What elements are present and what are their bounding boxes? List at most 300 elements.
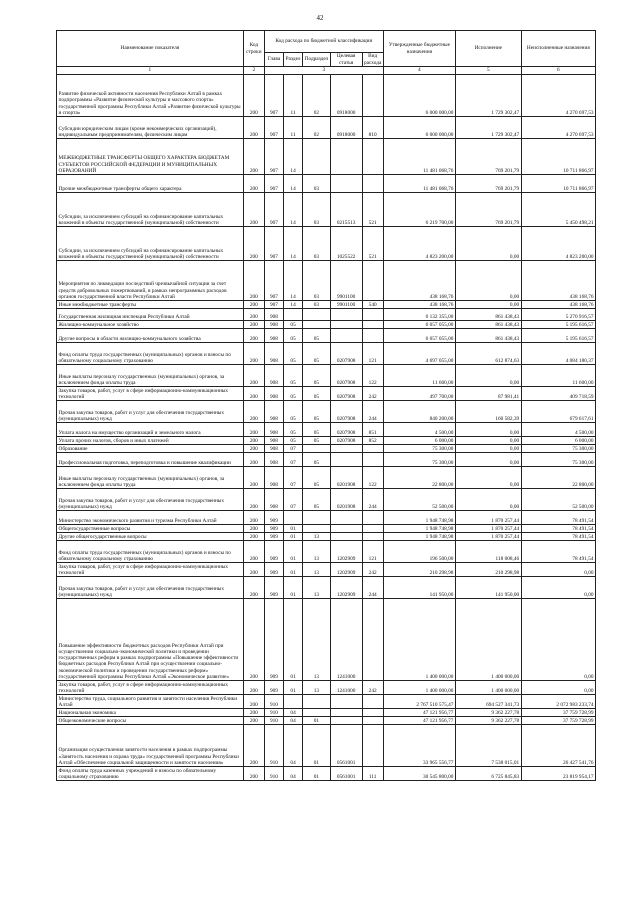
row-executed: 769 201,79 <box>455 139 521 175</box>
row-unexecuted: 78 491,54 <box>521 525 595 533</box>
table-row <box>57 75 596 117</box>
row-unexecuted: 5 450 498,21 <box>521 193 595 227</box>
row-vid <box>362 709 383 717</box>
row-razdel <box>284 511 303 525</box>
row-executed: 0,00 <box>455 261 521 301</box>
row-vid <box>362 329 383 343</box>
row-podrazdel <box>303 321 331 329</box>
budget-execution-table <box>56 30 596 781</box>
row-vid <box>362 321 383 329</box>
table-row <box>57 577 596 599</box>
row-target: 0207908 <box>330 423 362 437</box>
row-name: Фонд оплаты труда государственных (муниципальных) органов и взносы по обязательному социальному страхованию <box>57 343 244 365</box>
table-row <box>57 437 596 445</box>
row-target <box>330 511 362 525</box>
row-approved: 4 500,00 <box>383 423 455 437</box>
table-row <box>57 709 596 717</box>
row-vid <box>362 453 383 467</box>
row-approved: 11 600,00 <box>383 365 455 387</box>
row-approved: 33 965 556,77 <box>383 725 455 767</box>
row-line-code: 200 <box>243 261 264 301</box>
page-number: 42 <box>316 14 324 22</box>
row-glava: 907 <box>264 117 283 139</box>
row-vid: 521 <box>362 227 383 261</box>
row-name: Прочая закупка товаров, работ и услуг для обеспечения государственных (муниципальных) нужд <box>57 577 244 599</box>
row-name: Развитие физической активности населения Республики Алтай в рамках подпрограммы «Развитие физической культуры и массового спорта» государственной программы Республики Алтай «Развитие физической культуры и спорта» <box>57 75 244 117</box>
row-razdel: 07 <box>284 445 303 453</box>
row-approved: 210 298,98 <box>383 563 455 577</box>
row-unexecuted: 409 718,59 <box>521 387 595 401</box>
row-vid: 540 <box>362 301 383 309</box>
row-target: 0207908 <box>330 343 362 365</box>
row-vid <box>362 75 383 117</box>
row-executed: 0,00 <box>455 365 521 387</box>
row-vid <box>362 445 383 453</box>
row-line-code: 200 <box>243 577 264 599</box>
table-row <box>57 533 596 541</box>
row-target: 0918000 <box>330 75 362 117</box>
row-line-code: 200 <box>243 709 264 717</box>
row-vid: 851 <box>362 423 383 437</box>
row-unexecuted: 0,00 <box>521 599 595 681</box>
row-line-code: 200 <box>243 563 264 577</box>
row-vid <box>362 599 383 681</box>
row-approved: 1 948 748,98 <box>383 533 455 541</box>
row-unexecuted: 37 759 728,99 <box>521 709 595 717</box>
row-name: Фонд оплаты труда казенных учреждений и взносы по обязательному социальному страхованию <box>57 767 244 781</box>
row-podrazdel: 05 <box>303 365 331 387</box>
row-vid: 242 <box>362 563 383 577</box>
table-row <box>57 767 596 781</box>
row-target <box>330 695 362 709</box>
row-approved: 141 950,00 <box>383 577 455 599</box>
row-vid <box>362 717 383 725</box>
row-line-code: 200 <box>243 695 264 709</box>
row-target <box>330 525 362 533</box>
row-target: 1241000 <box>330 681 362 695</box>
table-row <box>57 717 596 725</box>
row-target: 0918000 <box>330 117 362 139</box>
row-approved: 438 168,76 <box>383 261 455 301</box>
row-vid: 121 <box>362 343 383 365</box>
row-executed: 0,00 <box>455 423 521 437</box>
row-razdel <box>284 695 303 709</box>
table-row <box>57 445 596 453</box>
row-vid <box>362 725 383 767</box>
row-name: Другие общегосударственные вопросы <box>57 533 244 541</box>
row-name: Профессиональная подготовка, переподготовка и повышение квалификации <box>57 453 244 467</box>
column-index-row <box>57 67 596 75</box>
row-glava: 909 <box>264 577 283 599</box>
row-name: Общеэкономические вопросы <box>57 717 244 725</box>
row-glava: 910 <box>264 717 283 725</box>
row-target: 0207908 <box>330 437 362 445</box>
row-razdel: 14 <box>284 261 303 301</box>
row-line-code: 200 <box>243 533 264 541</box>
row-podrazdel <box>303 511 331 525</box>
table-row <box>57 525 596 533</box>
row-line-code: 200 <box>243 227 264 261</box>
row-name: Субсидии, за исключением субсидий на софинансирование капитальных вложений в объекты государственной (муниципальной) собственности <box>57 193 244 227</box>
row-unexecuted: 10 711 866,97 <box>521 139 595 175</box>
row-executed: 769 201,79 <box>455 175 521 193</box>
row-target: 0207908 <box>330 387 362 401</box>
row-razdel: 05 <box>284 365 303 387</box>
row-podrazdel <box>303 309 331 321</box>
row-executed: 9 362 227,78 <box>455 717 521 725</box>
row-name: Закупка товаров, работ, услуг в сфере информационно-коммуникационных технологий <box>57 563 244 577</box>
row-unexecuted: 23 819 954,17 <box>521 767 595 781</box>
table-row <box>57 139 596 175</box>
row-podrazdel: 05 <box>303 489 331 511</box>
row-line-code: 200 <box>243 309 264 321</box>
column-index: 5 <box>455 67 521 75</box>
row-name: МЕЖБЮДЖЕТНЫЕ ТРАНСФЕРТЫ ОБЩЕГО ХАРАКТЕРА БЮДЖЕТАМ СУБЪЕКТОВ РОССИЙСКОЙ ФЕДЕРАЦИИ И МУНИЦИПАЛЬНЫХ ОБРАЗОВАНИЙ <box>57 139 244 175</box>
header-razdel: Раздел <box>284 53 303 67</box>
row-unexecuted: 438 168,76 <box>521 261 595 301</box>
row-podrazdel: 03 <box>303 227 331 261</box>
row-razdel: 05 <box>284 329 303 343</box>
row-razdel: 05 <box>284 437 303 445</box>
row-podrazdel: 03 <box>303 261 331 301</box>
row-podrazdel <box>303 139 331 175</box>
row-glava: 907 <box>264 227 283 261</box>
row-vid <box>362 695 383 709</box>
row-name: Национальная экономика <box>57 709 244 717</box>
row-podrazdel: 05 <box>303 387 331 401</box>
row-target <box>330 329 362 343</box>
row-target: 0207908 <box>330 365 362 387</box>
table-row <box>57 193 596 227</box>
row-glava: 908 <box>264 343 283 365</box>
row-razdel: 05 <box>284 387 303 401</box>
row-name: Образование <box>57 445 244 453</box>
row-name: Субсидии, за исключением субсидий на софинансирование капитальных вложений в объекты государственной (муниципальной) собственности <box>57 227 244 261</box>
row-approved: 75 300,00 <box>383 453 455 467</box>
header-name: Наименование показателя <box>57 31 244 67</box>
row-approved: 30 545 800,00 <box>383 767 455 781</box>
row-razdel: 14 <box>284 301 303 309</box>
row-razdel: 07 <box>284 489 303 511</box>
table-row <box>57 563 596 577</box>
row-glava: 908 <box>264 445 283 453</box>
row-unexecuted: 4 084 180,37 <box>521 343 595 365</box>
table-row <box>57 329 596 343</box>
row-name: Министерство труда, социального развития и занятости населения Республики Алтай <box>57 695 244 709</box>
row-name: Прочая закупка товаров, работ и услуг для обеспечения государственных (муниципальных) нужд <box>57 489 244 511</box>
row-podrazdel: 13 <box>303 681 331 695</box>
row-line-code: 200 <box>243 681 264 695</box>
row-vid <box>362 309 383 321</box>
row-razdel: 01 <box>284 563 303 577</box>
row-podrazdel: 05 <box>303 343 331 365</box>
header-budget-classification: Код расхода по бюджетной классификации <box>264 31 383 53</box>
row-executed: 1 400 000,00 <box>455 599 521 681</box>
table-row <box>57 467 596 489</box>
row-glava: 908 <box>264 321 283 329</box>
row-unexecuted: 679 617,61 <box>521 401 595 423</box>
row-unexecuted: 78 491,54 <box>521 533 595 541</box>
row-razdel: 05 <box>284 321 303 329</box>
row-line-code: 200 <box>243 525 264 533</box>
row-name: Общегосударственные вопросы <box>57 525 244 533</box>
row-executed: 6 725 845,83 <box>455 767 521 781</box>
row-razdel: 01 <box>284 525 303 533</box>
row-target: 9901100 <box>330 301 362 309</box>
row-razdel: 14 <box>284 139 303 175</box>
table-row <box>57 599 596 681</box>
row-podrazdel: 13 <box>303 563 331 577</box>
row-executed: 141 950,00 <box>455 577 521 599</box>
row-podrazdel: 13 <box>303 533 331 541</box>
row-approved: 2 767 510 575,47 <box>383 695 455 709</box>
row-executed: 0,00 <box>455 437 521 445</box>
row-line-code: 200 <box>243 717 264 725</box>
row-glava: 908 <box>264 401 283 423</box>
table-row <box>57 695 596 709</box>
row-glava: 909 <box>264 599 283 681</box>
row-executed: 0,00 <box>455 227 521 261</box>
row-executed: 0,00 <box>455 301 521 309</box>
table-row <box>57 175 596 193</box>
row-unexecuted: 75 300,00 <box>521 453 595 467</box>
table-row <box>57 725 596 767</box>
row-name: Повышение эффективности бюджетных расходов Республики Алтай при осуществлении социально-экономической политики и проведении государственных реформ в рамках подпрограммы «Повышение эффективности бюджетных расходов Республики Алтай при осуществлении социально-экономической политики и проведении государственных реформ» государственной программы Республики Алтай «Экономическое развитие» <box>57 599 244 681</box>
row-glava: 910 <box>264 767 283 781</box>
row-approved: 75 300,00 <box>383 445 455 453</box>
row-executed: 118 008,46 <box>455 541 521 563</box>
row-unexecuted: 4 500,00 <box>521 423 595 437</box>
header-approved: Утвержденные бюджетные назначения <box>383 31 455 67</box>
row-vid: 121 <box>362 541 383 563</box>
row-glava: 908 <box>264 387 283 401</box>
row-target: 1202909 <box>330 577 362 599</box>
row-unexecuted: 0,00 <box>521 681 595 695</box>
row-podrazdel: 05 <box>303 401 331 423</box>
table-row <box>57 227 596 261</box>
row-unexecuted: 75 300,00 <box>521 445 595 453</box>
row-razdel: 01 <box>284 599 303 681</box>
row-unexecuted: 78 491,54 <box>521 541 595 563</box>
row-approved: 6 057 055,00 <box>383 321 455 329</box>
row-target <box>330 445 362 453</box>
row-approved: 4 823 200,00 <box>383 227 455 261</box>
row-razdel: 07 <box>284 453 303 467</box>
row-vid: 242 <box>362 681 383 695</box>
row-podrazdel: 13 <box>303 541 331 563</box>
row-executed: 612 874,63 <box>455 343 521 365</box>
row-name: Организация осуществления занятости населения в рамках подпрограммы «Занятость населения и охрана труда» государственной программы Республики Алтай «Обеспечение социальной защищенности и занятости населения» <box>57 725 244 767</box>
row-target <box>330 709 362 717</box>
row-name: Закупка товаров, работ, услуг в сфере информационно-коммуникационных технологий <box>57 681 244 695</box>
table-row <box>57 321 596 329</box>
row-target: 1202909 <box>330 563 362 577</box>
row-line-code: 200 <box>243 423 264 437</box>
row-name: Иные выплаты персоналу государственных (муниципальных) органов, за исключением фонда оплаты труда <box>57 365 244 387</box>
row-target <box>330 717 362 725</box>
row-podrazdel: 01 <box>303 767 331 781</box>
row-line-code: 200 <box>243 445 264 453</box>
row-glava: 908 <box>264 437 283 445</box>
row-vid: 244 <box>362 489 383 511</box>
row-vid <box>362 525 383 533</box>
row-executed: 1 400 000,00 <box>455 681 521 695</box>
row-executed: 0,00 <box>455 489 521 511</box>
row-name: Субсидии юридическим лицам (кроме некоммерческих организаций), индивидуальным предпринимателям, физическим лицам <box>57 117 244 139</box>
row-approved: 6 000 000,00 <box>383 117 455 139</box>
row-razdel: 04 <box>284 725 303 767</box>
row-podrazdel: 03 <box>303 175 331 193</box>
row-glava: 909 <box>264 541 283 563</box>
table-row <box>57 365 596 387</box>
row-razdel: 01 <box>284 577 303 599</box>
row-podrazdel <box>303 695 331 709</box>
row-approved: 196 500,00 <box>383 541 455 563</box>
row-approved: 4 697 055,00 <box>383 343 455 365</box>
row-unexecuted: 0,00 <box>521 577 595 599</box>
row-executed: 769 201,79 <box>455 193 521 227</box>
row-glava: 909 <box>264 681 283 695</box>
row-unexecuted: 10 711 866,97 <box>521 175 595 193</box>
row-glava: 907 <box>264 139 283 175</box>
row-razdel: 01 <box>284 681 303 695</box>
row-approved: 497 700,00 <box>383 387 455 401</box>
row-podrazdel <box>303 525 331 533</box>
row-line-code: 200 <box>243 511 264 525</box>
row-line-code: 200 <box>243 401 264 423</box>
row-unexecuted: 4 823 200,00 <box>521 227 595 261</box>
row-name: Министерство экономического развития и туризма Республики Алтай <box>57 511 244 525</box>
row-name: Прочие межбюджетные трансферты общего характера <box>57 175 244 193</box>
row-line-code: 200 <box>243 329 264 343</box>
row-line-code: 200 <box>243 301 264 309</box>
row-approved: 6 219 700,00 <box>383 193 455 227</box>
row-podrazdel: 03 <box>303 193 331 227</box>
column-index: 6 <box>521 67 595 75</box>
row-glava: 907 <box>264 301 283 309</box>
row-executed: 0,00 <box>455 453 521 467</box>
row-line-code: 200 <box>243 599 264 681</box>
row-approved: 52 500,00 <box>383 489 455 511</box>
row-podrazdel: 13 <box>303 577 331 599</box>
row-line-code: 200 <box>243 117 264 139</box>
row-executed: 0,00 <box>455 467 521 489</box>
row-executed: 1 729 302,47 <box>455 117 521 139</box>
row-target: 0201908 <box>330 467 362 489</box>
row-name: Закупка товаров, работ, услуг в сфере информационно-коммуникационных технологий <box>57 387 244 401</box>
row-vid <box>362 533 383 541</box>
row-vid: 244 <box>362 401 383 423</box>
row-glava: 908 <box>264 467 283 489</box>
row-line-code: 200 <box>243 343 264 365</box>
row-unexecuted: 5 195 616,57 <box>521 329 595 343</box>
row-target <box>330 321 362 329</box>
row-glava: 907 <box>264 261 283 301</box>
row-unexecuted: 5 270 916,57 <box>521 309 595 321</box>
row-vid: 244 <box>362 577 383 599</box>
row-line-code: 200 <box>243 175 264 193</box>
row-target: 0561001 <box>330 767 362 781</box>
row-approved: 22 800,00 <box>383 467 455 489</box>
row-executed: 1 870 257,44 <box>455 511 521 525</box>
row-approved: 11 481 068,76 <box>383 139 455 175</box>
row-unexecuted: 2 072 983 233,74 <box>521 695 595 709</box>
table-row <box>57 489 596 511</box>
table-row <box>57 117 596 139</box>
row-glava: 910 <box>264 725 283 767</box>
row-podrazdel: 05 <box>303 437 331 445</box>
header-executed: Исполнение <box>455 31 521 67</box>
table-row <box>57 261 596 301</box>
row-unexecuted: 5 195 616,57 <box>521 321 595 329</box>
column-index: 1 <box>57 67 244 75</box>
row-razdel <box>284 309 303 321</box>
row-name: Иные межбюджетные трансферты <box>57 301 244 309</box>
row-glava: 909 <box>264 525 283 533</box>
row-unexecuted: 52 500,00 <box>521 489 595 511</box>
table-row <box>57 309 596 321</box>
row-executed: 861 438,43 <box>455 321 521 329</box>
row-approved: 1 400 000,00 <box>383 599 455 681</box>
row-razdel: 11 <box>284 117 303 139</box>
row-vid: 521 <box>362 193 383 227</box>
table-row <box>57 423 596 437</box>
row-glava: 908 <box>264 489 283 511</box>
row-approved: 1 948 748,98 <box>383 525 455 533</box>
row-unexecuted: 11 600,00 <box>521 365 595 387</box>
row-target: 1025522 <box>330 227 362 261</box>
row-target: 1241000 <box>330 599 362 681</box>
row-approved: 47 121 956,77 <box>383 717 455 725</box>
row-vid: 810 <box>362 117 383 139</box>
row-approved: 1 400 000,00 <box>383 681 455 695</box>
row-name: Прочая закупка товаров, работ и услуг для обеспечения государственных (муниципальных) нужд <box>57 401 244 423</box>
row-approved: 6 000,00 <box>383 437 455 445</box>
row-vid: 122 <box>362 365 383 387</box>
row-name: Мероприятия по ликвидации последствий чрезвычайной ситуации за счет средств добровольных пожертвований, в рамках непрограммных расходов органов государственной власти Республики Алтай <box>57 261 244 301</box>
row-podrazdel <box>303 709 331 717</box>
row-name: Уплата налога на имущество организаций и земельного налога <box>57 423 244 437</box>
row-razdel: 14 <box>284 175 303 193</box>
row-vid: 122 <box>362 467 383 489</box>
row-line-code: 200 <box>243 453 264 467</box>
row-glava: 907 <box>264 175 283 193</box>
row-target: 9901100 <box>330 261 362 301</box>
row-line-code: 200 <box>243 489 264 511</box>
row-glava: 908 <box>264 309 283 321</box>
row-unexecuted: 22 800,00 <box>521 467 595 489</box>
row-approved: 6 132 355,00 <box>383 309 455 321</box>
row-vid: 111 <box>362 767 383 781</box>
row-line-code: 200 <box>243 139 264 175</box>
row-executed: 1 870 257,44 <box>455 525 521 533</box>
row-vid: 242 <box>362 387 383 401</box>
row-line-code: 200 <box>243 725 264 767</box>
header-vid: Вид расхода <box>364 53 382 66</box>
row-name: Другие вопросы в области жилищно-коммунального хозяйства <box>57 329 244 343</box>
row-line-code: 200 <box>243 437 264 445</box>
row-executed: 7 538 015,01 <box>455 725 521 767</box>
row-line-code: 200 <box>243 321 264 329</box>
row-razdel: 01 <box>284 533 303 541</box>
row-name: Жилищно-коммунальное хозяйство <box>57 321 244 329</box>
row-unexecuted: 6 000,00 <box>521 437 595 445</box>
row-executed: 861 438,43 <box>455 329 521 343</box>
row-unexecuted: 78 491,54 <box>521 511 595 525</box>
header-target: Целевая статья <box>330 53 362 67</box>
row-line-code: 200 <box>243 767 264 781</box>
column-index: 2 <box>243 67 264 75</box>
